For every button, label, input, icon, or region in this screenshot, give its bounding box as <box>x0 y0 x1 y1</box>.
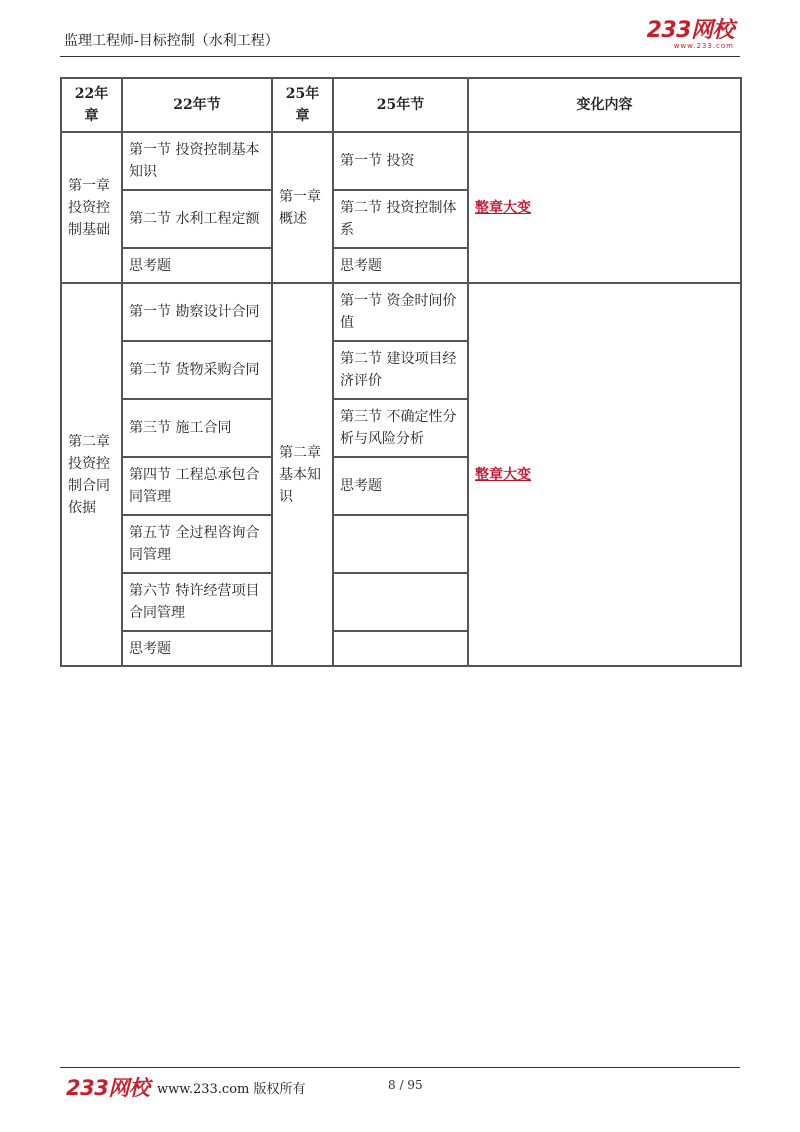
document-title: 监理工程师-目标控制（水利工程） <box>64 33 279 49</box>
old-section-cell: 第一节 投资控制基本知识 <box>122 132 272 190</box>
old-section-cell: 思考题 <box>122 631 272 666</box>
new-section-cell <box>333 631 468 666</box>
change-cell <box>468 283 741 666</box>
chapter-comparison-table <box>60 77 742 667</box>
footer-divider <box>60 1067 740 1068</box>
old-section-cell: 第一节 勘察设计合同 <box>122 283 272 341</box>
new-chapter-cell: 第二章基本知识 <box>272 283 333 666</box>
new-section-cell: 思考题 <box>333 457 468 515</box>
logo-wordmark: 233网校 <box>646 18 734 43</box>
old-section-cell: 第三节 施工合同 <box>122 399 272 457</box>
header-new-section: 25年节 <box>333 78 468 132</box>
table-row <box>61 132 741 190</box>
header-new-chapter: 25年章 <box>272 78 333 132</box>
old-section-cell: 思考题 <box>122 248 272 283</box>
old-section-cell: 第四节 工程总承包合同管理 <box>122 457 272 515</box>
new-section-cell: 第三节 不确定性分析与风险分析 <box>333 399 468 457</box>
footer-copyright: www.233.com 版权所有 <box>157 1082 306 1097</box>
new-section-cell <box>333 573 468 631</box>
new-chapter-cell: 第一章概述 <box>272 132 333 283</box>
new-section-cell: 第二节 投资控制体系 <box>333 190 468 248</box>
old-section-cell: 第五节 全过程咨询合同管理 <box>122 515 272 573</box>
old-section-cell: 第二节 水利工程定额 <box>122 190 272 248</box>
old-chapter-cell: 第二章投资控制合同依据 <box>61 283 122 666</box>
table-row <box>61 283 741 341</box>
new-section-cell: 第一节 资金时间价值 <box>333 283 468 341</box>
new-section-cell <box>333 515 468 573</box>
change-link[interactable]: 整章大变 <box>475 466 531 483</box>
header-change: 变化内容 <box>468 78 741 132</box>
table-header-row <box>61 78 741 132</box>
logo-url: www.233.com <box>673 42 734 50</box>
new-section-cell: 思考题 <box>333 248 468 283</box>
old-section-cell: 第二节 货物采购合同 <box>122 341 272 399</box>
page-number: 8 / 95 <box>388 1078 423 1092</box>
header-divider <box>60 56 740 57</box>
new-section-cell: 第一节 投资 <box>333 132 468 190</box>
footer-logo: 233网校 <box>66 1076 150 1100</box>
old-section-cell: 第六节 特许经营项目合同管理 <box>122 573 272 631</box>
change-cell <box>468 132 741 283</box>
old-chapter-cell: 第一章投资控制基础 <box>61 132 122 283</box>
header-old-chapter: 22年章 <box>61 78 122 132</box>
new-section-cell: 第二节 建设项目经济评价 <box>333 341 468 399</box>
brand-logo <box>647 20 734 50</box>
change-link[interactable]: 整章大变 <box>475 199 531 216</box>
header-old-section: 22年节 <box>122 78 272 132</box>
